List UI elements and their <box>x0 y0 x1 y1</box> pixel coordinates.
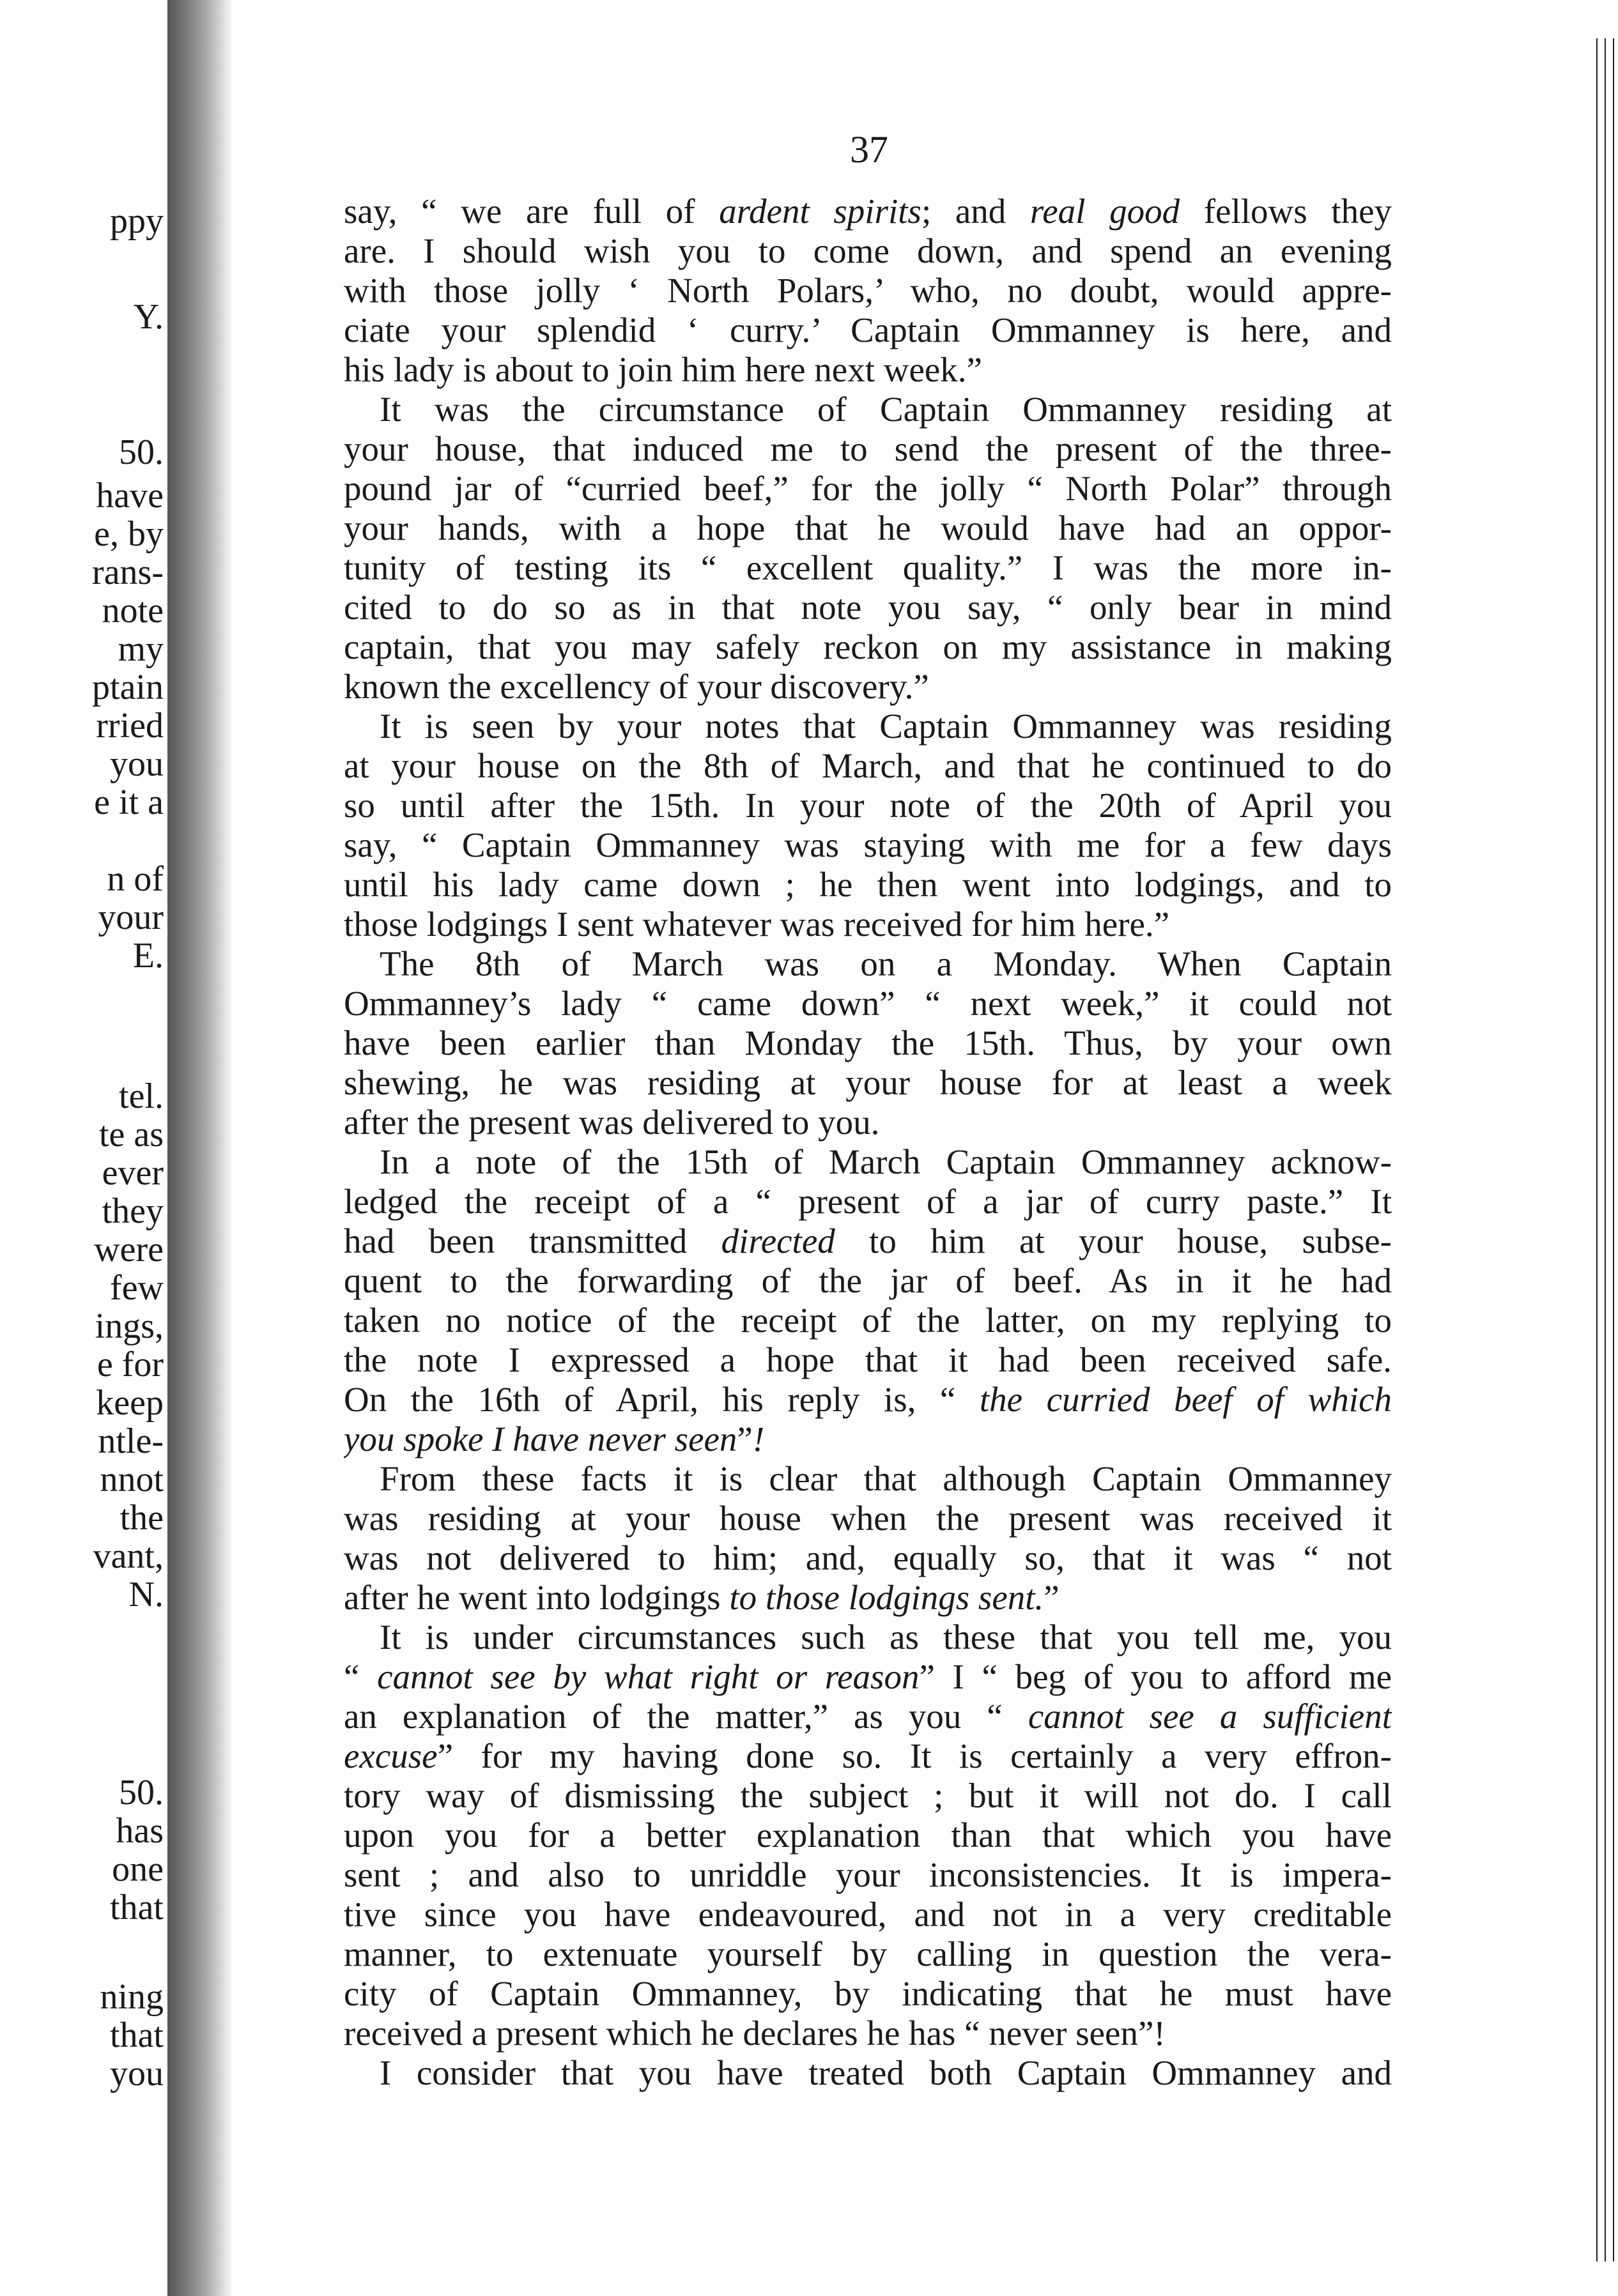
text-run: ledged the receipt of a “ present of a jar of curry paste.” It <box>344 1182 1392 1221</box>
text-run: shewing, he was residing at your house for at least a week <box>344 1063 1392 1102</box>
text-line <box>344 746 1392 786</box>
left-page-fragment-text: 50. <box>119 1773 164 1812</box>
text-run: It is seen by your notes that Captain Ommanney was residing <box>380 707 1392 746</box>
text-run: say, “ we are full of <box>344 192 720 231</box>
text-run: to those lodgings sent. <box>729 1578 1044 1617</box>
left-page-fragment-text: one <box>112 1849 164 1889</box>
text-line <box>344 1697 1392 1736</box>
text-run: his lady is about to join him here next week.” <box>344 350 982 389</box>
text-run: cannot see a sufficient <box>1028 1697 1392 1736</box>
text-line <box>344 390 1392 429</box>
text-run: you spoke I have never seen <box>344 1420 737 1458</box>
text-run: an explanation of the matter,” as you “ <box>344 1697 1028 1736</box>
text-run: cannot see by what right or reason <box>377 1657 920 1696</box>
text-line <box>344 1063 1392 1103</box>
text-line <box>344 1380 1392 1420</box>
text-line <box>344 310 1392 350</box>
text-run: are. I should wish you to come down, and spend an evening <box>344 231 1392 270</box>
text-run: after the present was delivered to you. <box>344 1103 880 1142</box>
text-run: your house, that induced me to send the present of the three- <box>344 429 1392 468</box>
page-number: 37 <box>850 128 888 171</box>
left-page-fragment-text: note <box>102 591 164 631</box>
text-line <box>344 1142 1392 1182</box>
text-line <box>344 1023 1392 1063</box>
text-line <box>344 667 1392 707</box>
left-page-fragment-text: n of <box>107 859 164 899</box>
text-run: real good <box>1029 192 1180 231</box>
text-run: ! <box>752 1420 765 1458</box>
left-page-fragment-text: have <box>96 476 164 516</box>
text-line <box>344 548 1392 588</box>
text-run: sent ; and also to unriddle your inconsistencies. It is impera- <box>344 1855 1392 1894</box>
left-page-fragment-text: tel. <box>119 1076 164 1116</box>
text-run: have been earlier than Monday the 15th. Thus, by your own <box>344 1023 1392 1062</box>
page-edge-lines <box>1592 38 1618 2262</box>
text-line <box>344 1934 1392 1974</box>
text-line <box>344 1855 1392 1895</box>
text-run: those lodgings I sent whatever was received for him here.” <box>344 905 1170 944</box>
text-run: From these facts it is clear that although Captain Ommanney <box>380 1459 1392 1498</box>
text-run: I consider that you have treated both Captain Ommanney and <box>380 2053 1392 2092</box>
text-line <box>344 350 1392 390</box>
left-page-fragment-text: that <box>110 2016 164 2055</box>
text-run: ciate your splendid ‘ curry.’ Captain Ommanney is here, and <box>344 310 1392 349</box>
text-line <box>344 271 1392 310</box>
left-page-fragment-text: ptain <box>92 668 164 707</box>
text-run: manner, to extenuate yourself by calling in question the vera- <box>344 1934 1392 1973</box>
text-run: ” I “ beg of you to afford me <box>919 1657 1392 1696</box>
text-run: quent to the forwarding of the jar of beef. As in it he had <box>344 1261 1392 1300</box>
text-run: known the excellency of your discovery.” <box>344 667 929 706</box>
left-page-fragment-text: were <box>94 1230 164 1269</box>
text-line <box>344 1340 1392 1380</box>
body-text <box>344 192 1392 2093</box>
left-page-fragment-text: your <box>98 898 164 937</box>
left-page-fragment-text: ppy <box>110 201 164 241</box>
text-line <box>344 1182 1392 1221</box>
text-line <box>344 825 1392 865</box>
left-page-fragment-text: has <box>116 1811 164 1851</box>
left-page-fragment-text: 50. <box>119 432 164 472</box>
book-gutter-shadow <box>167 0 231 2296</box>
text-run: On the 16th of April, his reply is, “ <box>344 1380 980 1419</box>
text-line <box>344 2014 1392 2053</box>
text-run: to him at your house, subse- <box>835 1221 1392 1260</box>
left-page-fragment-text: you <box>110 744 164 784</box>
text-run: ” <box>737 1420 753 1458</box>
text-line <box>344 1301 1392 1340</box>
text-run: ardent spirits <box>719 192 921 231</box>
text-run: after he went into lodgings <box>344 1578 730 1617</box>
text-run: excuse <box>344 1736 438 1775</box>
text-run: tive since you have endeavoured, and not in a very creditable <box>344 1895 1392 1934</box>
text-line <box>344 865 1392 905</box>
left-page-fragment-text: my <box>118 629 164 669</box>
text-run: ” for my having done so. It is certainly a very effron- <box>437 1736 1392 1775</box>
left-page-fragment-text: N. <box>128 1575 164 1614</box>
text-line <box>344 1974 1392 2014</box>
left-page-fragment-text: that <box>110 1888 164 1927</box>
text-line <box>344 905 1392 944</box>
text-run: with those jolly ‘ North Polars,’ who, no doubt, would appre- <box>344 271 1392 310</box>
left-page-fragment <box>0 0 167 2296</box>
text-line <box>344 509 1392 548</box>
text-run: directed <box>721 1221 835 1260</box>
text-line <box>344 1895 1392 1934</box>
left-page-fragment-text: they <box>102 1191 164 1231</box>
left-page-fragment-text: e for <box>96 1345 164 1384</box>
text-run: fellows they <box>1180 192 1392 231</box>
left-page-fragment-text: few <box>110 1268 164 1308</box>
text-line <box>344 192 1392 231</box>
text-line <box>344 1776 1392 1816</box>
text-run: It was the circumstance of Captain Ommanney residing at <box>380 390 1392 429</box>
text-line <box>344 1657 1392 1697</box>
text-line <box>344 588 1392 627</box>
text-run: upon you for a better explanation than that which you have <box>344 1816 1392 1855</box>
left-page-fragment-text: ings, <box>95 1306 164 1346</box>
text-run: captain, that you may safely reckon on my assistance in making <box>344 627 1392 666</box>
text-run: had been transmitted <box>344 1221 721 1260</box>
left-page-fragment-text: e, by <box>94 514 164 554</box>
text-run: was residing at your house when the present was received it <box>344 1499 1392 1538</box>
text-run: at your house on the 8th of March, and that he continued to do <box>344 746 1392 785</box>
text-run: the curried beef of which <box>979 1380 1392 1419</box>
text-run: say, “ Captain Ommanney was staying with me for a few days <box>344 825 1392 864</box>
text-line <box>344 231 1392 271</box>
text-line <box>344 786 1392 825</box>
text-run: pound jar of “curried beef,” for the jolly “ North Polar” through <box>344 469 1392 508</box>
left-page-fragment-text: nnot <box>100 1460 164 1499</box>
left-page-fragment-text: you <box>110 2054 164 2093</box>
text-line <box>344 1618 1392 1657</box>
text-line <box>344 1736 1392 1776</box>
text-run: Ommanney’s lady “ came down” “ next week,” it could not <box>344 984 1392 1023</box>
text-run: tory way of dismissing the subject ; but it will not do. I call <box>344 1776 1392 1815</box>
text-line <box>344 1578 1392 1618</box>
text-line <box>344 984 1392 1023</box>
text-run: was not delivered to him; and, equally so, that it was “ not <box>344 1538 1392 1577</box>
text-run: city of Captain Ommanney, by indicating that he must have <box>344 1974 1392 2013</box>
left-page-fragment-text: vant, <box>93 1536 164 1576</box>
left-page-fragment-text: ever <box>102 1153 164 1193</box>
text-run: the note I expressed a hope that it had been received safe. <box>344 1340 1392 1379</box>
left-page-fragment-text: keep <box>96 1383 164 1423</box>
left-page-fragment-text: rried <box>96 706 164 746</box>
left-page-fragment-text: the <box>119 1498 164 1538</box>
text-line <box>344 1261 1392 1301</box>
text-line <box>344 1499 1392 1538</box>
text-run: cited to do so as in that note you say, “ only bear in mind <box>344 588 1392 627</box>
text-run: In a note of the 15th of March Captain Ommanney acknow- <box>380 1142 1392 1181</box>
text-run: ; and <box>921 192 1030 231</box>
left-page-fragment-text: Y. <box>133 297 164 337</box>
text-line <box>344 627 1392 667</box>
text-line <box>344 2053 1392 2093</box>
left-page-fragment-text: ning <box>100 1977 164 2017</box>
text-line <box>344 1103 1392 1142</box>
text-run: your hands, with a hope that he would have had an oppor- <box>344 509 1392 547</box>
text-line <box>344 1221 1392 1261</box>
text-line <box>344 1538 1392 1578</box>
left-page-fragment-text: E. <box>132 936 164 976</box>
text-line <box>344 1459 1392 1499</box>
text-line <box>344 429 1392 469</box>
text-line <box>344 1420 1392 1459</box>
text-run: taken no notice of the receipt of the latter, on my replying to <box>344 1301 1392 1340</box>
text-line <box>344 1816 1392 1855</box>
left-page-fragment-text: te as <box>98 1115 164 1154</box>
text-run: It is under circumstances such as these that you tell me, you <box>380 1618 1392 1657</box>
text-run: The 8th of March was on a Monday. When Captain <box>380 944 1392 983</box>
text-run: tunity of testing its “ excellent quality.” I was the more in- <box>344 548 1392 587</box>
text-run: ” <box>1044 1578 1059 1617</box>
text-run: until his lady came down ; he then went into lodgings, and to <box>344 865 1392 904</box>
left-page-fragment-text: rans- <box>92 553 164 592</box>
left-page-fragment-text: ntle- <box>98 1421 164 1461</box>
text-line <box>344 469 1392 509</box>
text-run: received a present which he declares he has “ never seen”! <box>344 2014 1166 2053</box>
text-line <box>344 707 1392 746</box>
left-page-fragment-text: e it a <box>94 783 164 822</box>
text-run: “ <box>344 1657 378 1696</box>
text-line <box>344 944 1392 984</box>
text-run: so until after the 15th. In your note of the 20th of April you <box>344 786 1392 825</box>
